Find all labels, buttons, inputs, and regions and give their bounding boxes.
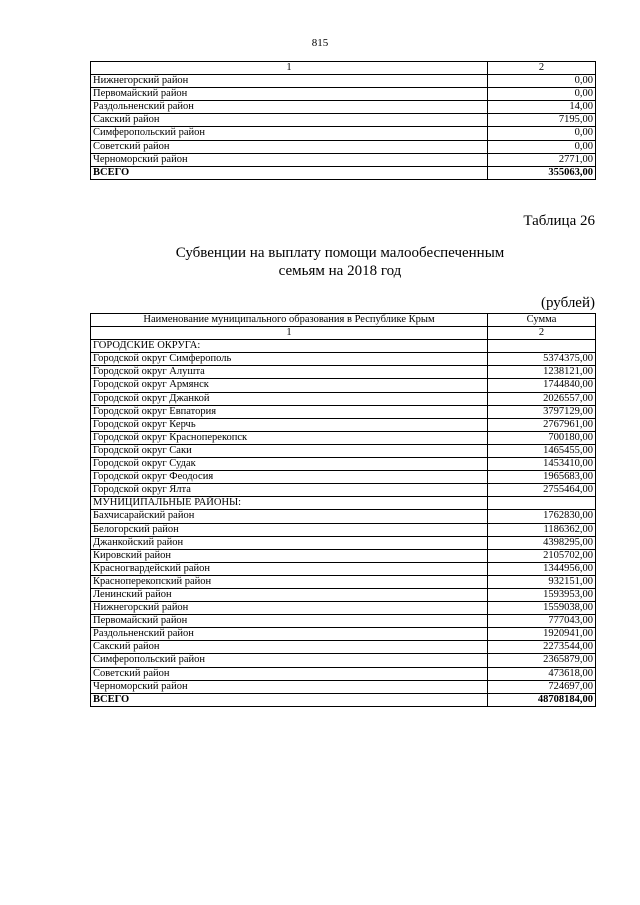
amount: 2273544,00 [488, 641, 596, 654]
column-number-2: 2 [488, 62, 596, 75]
table-row [91, 562, 596, 575]
amount: 1965683,00 [488, 471, 596, 484]
municipality-name: Раздольненский район [91, 628, 488, 641]
table-row [91, 101, 596, 114]
column-number-1: 1 [91, 327, 488, 340]
municipality-name: Городской округ Симферополь [91, 353, 488, 366]
table-row [91, 127, 596, 140]
municipality-name: Черноморский район [91, 680, 488, 693]
amount: 4398295,00 [488, 536, 596, 549]
table-row [91, 510, 596, 523]
amount: 1920941,00 [488, 628, 596, 641]
table-row [91, 602, 596, 615]
municipality-name: Городской округ Красноперекопск [91, 431, 488, 444]
amount: 0,00 [488, 140, 596, 153]
amount: 724697,00 [488, 680, 596, 693]
column-number-row [91, 62, 596, 75]
section-heading: ГОРОДСКИЕ ОКРУГА: [91, 340, 488, 353]
municipality-name: Симферопольский район [91, 127, 488, 140]
municipality-name: Городской округ Ялта [91, 484, 488, 497]
municipality-name: Советский район [91, 667, 488, 680]
municipality-name: Сакский район [91, 114, 488, 127]
amount: 2365879,00 [488, 654, 596, 667]
table-row [91, 366, 596, 379]
table-row [91, 484, 596, 497]
table-row [91, 641, 596, 654]
table-row [91, 458, 596, 471]
title-line-1: Субвенции на выплату помощи малообеспеченным [175, 245, 505, 261]
table-row [91, 114, 596, 127]
column-number-row [91, 327, 596, 340]
municipality-name: Раздольненский район [91, 101, 488, 114]
amount: 7195,00 [488, 114, 596, 127]
municipality-name: Нижнегорский район [91, 75, 488, 88]
subventions-table [90, 313, 596, 707]
amount: 5374375,00 [488, 353, 596, 366]
table-row [91, 628, 596, 641]
municipality-name: Городской округ Судак [91, 458, 488, 471]
total-label: ВСЕГО [91, 166, 488, 179]
total-row [91, 693, 596, 706]
amount: 932151,00 [488, 575, 596, 588]
municipality-name: Черноморский район [91, 153, 488, 166]
table-row [91, 471, 596, 484]
table-row [91, 353, 596, 366]
table-row [91, 667, 596, 680]
empty-cell [488, 340, 596, 353]
header-row [91, 314, 596, 327]
amount: 1453410,00 [488, 458, 596, 471]
amount: 2755464,00 [488, 484, 596, 497]
amount: 2105702,00 [488, 549, 596, 562]
municipality-name: Городской округ Саки [91, 444, 488, 457]
municipality-name: Сакский район [91, 641, 488, 654]
amount: 2771,00 [488, 153, 596, 166]
total-label: ВСЕГО [91, 693, 488, 706]
page-number: 815 [311, 37, 329, 49]
table-label: Таблица 26 [523, 213, 595, 229]
amount: 1593953,00 [488, 588, 596, 601]
municipality-name: Городской округ Джанкой [91, 392, 488, 405]
table-row [91, 140, 596, 153]
municipality-name: Первомайский район [91, 88, 488, 101]
amount: 3797129,00 [488, 405, 596, 418]
table-row [91, 153, 596, 166]
header-municipality: Наименование муниципального образования в Республике Крым [91, 314, 488, 327]
table-row [91, 75, 596, 88]
table-row [91, 588, 596, 601]
column-number-1: 1 [91, 62, 488, 75]
amount: 1744840,00 [488, 379, 596, 392]
amount: 14,00 [488, 101, 596, 114]
section-heading: МУНИЦИПАЛЬНЫЕ РАЙОНЫ: [91, 497, 488, 510]
municipality-name: Симферопольский район [91, 654, 488, 667]
municipality-name: Джанкойский район [91, 536, 488, 549]
municipality-name: Бахчисарайский район [91, 510, 488, 523]
title-line-2: семьям на 2018 год [278, 263, 402, 279]
amount: 1762830,00 [488, 510, 596, 523]
municipality-name: Красногвардейский район [91, 562, 488, 575]
table-row [91, 680, 596, 693]
table-row [91, 575, 596, 588]
amount: 0,00 [488, 127, 596, 140]
table-row [91, 379, 596, 392]
previous-table-continuation [90, 61, 596, 180]
municipality-name: Белогорский район [91, 523, 488, 536]
total-amount: 48708184,00 [488, 693, 596, 706]
unit-label: (рублей) [540, 295, 595, 311]
header-sum: Сумма [488, 314, 596, 327]
section-row [91, 497, 596, 510]
table-row [91, 418, 596, 431]
table-row [91, 392, 596, 405]
table-row [91, 615, 596, 628]
table-row [91, 444, 596, 457]
amount: 777043,00 [488, 615, 596, 628]
municipality-name: Первомайский район [91, 615, 488, 628]
municipality-name: Кировский район [91, 549, 488, 562]
municipality-name: Городской округ Алушта [91, 366, 488, 379]
amount: 1465455,00 [488, 444, 596, 457]
amount: 2767961,00 [488, 418, 596, 431]
amount: 0,00 [488, 75, 596, 88]
municipality-name: Городской округ Феодосия [91, 471, 488, 484]
table-title [0, 244, 640, 280]
table-row [91, 549, 596, 562]
empty-cell [488, 497, 596, 510]
municipality-name: Городской округ Евпатория [91, 405, 488, 418]
table-row [91, 536, 596, 549]
municipality-name: Ленинский район [91, 588, 488, 601]
table-row [91, 654, 596, 667]
amount: 700180,00 [488, 431, 596, 444]
column-number-2: 2 [488, 327, 596, 340]
amount: 2026557,00 [488, 392, 596, 405]
municipality-name: Советский район [91, 140, 488, 153]
municipality-name: Городской округ Керчь [91, 418, 488, 431]
table-row [91, 431, 596, 444]
table-row [91, 405, 596, 418]
amount: 473618,00 [488, 667, 596, 680]
total-row [91, 166, 596, 179]
total-amount: 355063,00 [488, 166, 596, 179]
amount: 1559038,00 [488, 602, 596, 615]
amount: 1344956,00 [488, 562, 596, 575]
municipality-name: Городской округ Армянск [91, 379, 488, 392]
amount: 1186362,00 [488, 523, 596, 536]
table-row [91, 88, 596, 101]
amount: 0,00 [488, 88, 596, 101]
amount: 1238121,00 [488, 366, 596, 379]
table-row [91, 523, 596, 536]
section-row [91, 340, 596, 353]
municipality-name: Нижнегорский район [91, 602, 488, 615]
municipality-name: Красноперекопский район [91, 575, 488, 588]
